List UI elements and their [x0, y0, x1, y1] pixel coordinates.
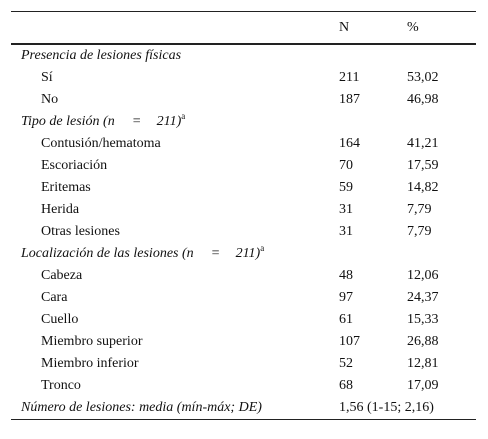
row-label: Cabeza [41, 268, 83, 283]
row-n: 187 [339, 92, 360, 107]
row-percent: 24,37 [407, 290, 439, 305]
row-label: Miembro superior [41, 334, 143, 349]
row-percent: 14,82 [407, 180, 439, 195]
row-percent: 12,81 [407, 356, 439, 371]
section-title-text: Tipo de lesión (n [21, 114, 115, 129]
row-percent: 7,79 [407, 224, 432, 239]
row-label: Otras lesiones [41, 224, 120, 239]
table-row [11, 375, 476, 397]
table-row [11, 133, 476, 155]
table-row [11, 331, 476, 353]
row-label: Contusión/hematoma [41, 136, 161, 151]
row-percent: 41,21 [407, 136, 439, 151]
section-title [21, 111, 185, 133]
table-row [11, 265, 476, 287]
table-row [11, 199, 476, 221]
section-title-text: Localización de las lesiones (n [21, 246, 194, 261]
header-percent: % [407, 20, 419, 35]
row-n: 52 [339, 356, 353, 371]
section-title-count: 211) [156, 114, 182, 129]
row-n: 31 [339, 202, 353, 217]
row-n: 211 [339, 70, 360, 85]
row-n: 68 [339, 378, 353, 393]
row-n: 61 [339, 312, 353, 327]
row-label: Miembro inferior [41, 356, 139, 371]
row-percent: 17,59 [407, 158, 439, 173]
section-title [21, 243, 264, 265]
row-percent: 15,33 [407, 312, 439, 327]
row-percent: 26,88 [407, 334, 439, 349]
row-n: 107 [339, 334, 360, 349]
row-percent: 12,06 [407, 268, 439, 283]
table-row [11, 177, 476, 199]
row-percent: 46,98 [407, 92, 439, 107]
row-label: Sí [41, 70, 53, 85]
section-title-row [11, 243, 476, 265]
section-title-row [11, 45, 476, 67]
section-title-equals: = [211, 246, 220, 261]
row-n: 48 [339, 268, 353, 283]
row-n: 97 [339, 290, 353, 305]
footnote-marker: a [181, 111, 186, 121]
row-n: 70 [339, 158, 353, 173]
table-row [11, 287, 476, 309]
table-row [11, 89, 476, 111]
row-n: 164 [339, 136, 360, 151]
row-n: 31 [339, 224, 353, 239]
table-row [11, 309, 476, 331]
table-row [11, 353, 476, 375]
row-label: Eritemas [41, 180, 91, 195]
section-title-row [11, 111, 476, 133]
row-n: 59 [339, 180, 353, 195]
section-title-equals: = [132, 114, 141, 129]
row-label: Escoriación [41, 158, 108, 173]
row-percent: 7,79 [407, 202, 432, 217]
table-row [11, 221, 476, 243]
table-row [11, 155, 476, 177]
row-label: Cuello [41, 312, 79, 327]
summary-label: Número de lesiones: media (mín-máx; DE) [21, 400, 262, 415]
section-title-count: 211) [235, 246, 261, 261]
row-percent: 53,02 [407, 70, 439, 85]
row-percent: 17,09 [407, 378, 439, 393]
section-title: Presencia de lesiones físicas [21, 48, 182, 63]
table-header-row [11, 12, 476, 43]
header-n: N [339, 20, 350, 35]
table-row [11, 67, 476, 89]
row-label: Cara [41, 290, 68, 305]
row-label: Tronco [41, 378, 81, 393]
summary-row [11, 397, 476, 419]
data-table [11, 11, 476, 420]
row-label: No [41, 92, 59, 107]
table-bottom-rule [11, 419, 476, 420]
row-label: Herida [41, 202, 80, 217]
footnote-marker: a [260, 243, 265, 253]
summary-value: 1,56 (1-15; 2,16) [339, 400, 434, 415]
